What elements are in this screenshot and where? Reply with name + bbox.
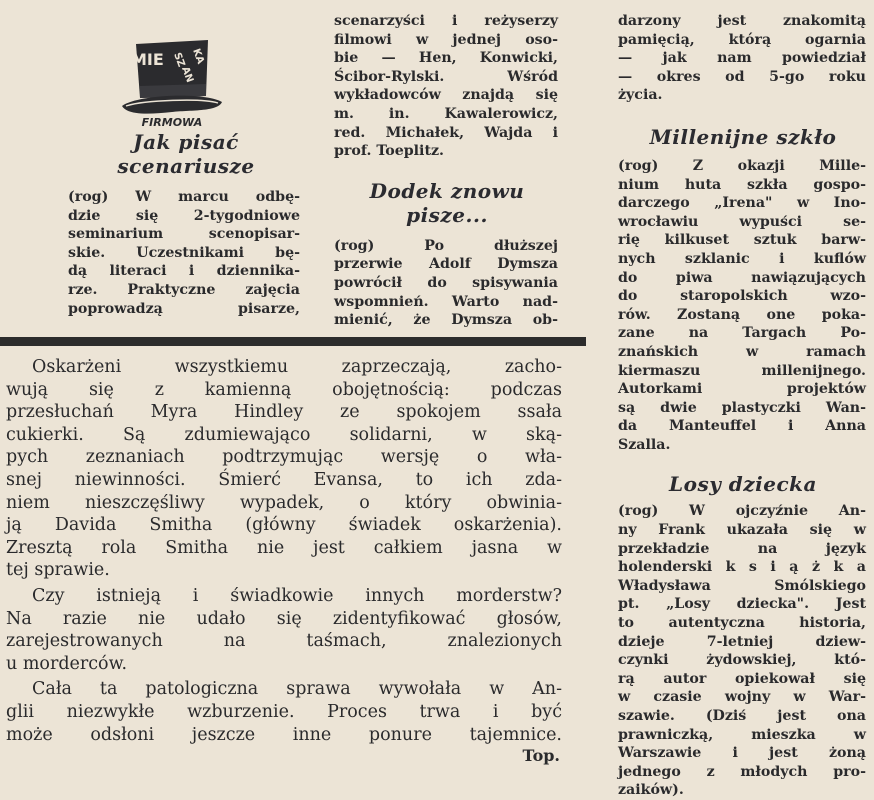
logo-word-szanka-1: SZ [171,51,187,69]
text-line: nium huta szkła gospo- [618,176,866,193]
text-line: zarejestrowanych na taśmach, znalezionych [6,631,562,652]
text-line: snej niewinności. Śmierć Evansa, to ich zda- [6,469,562,490]
article-jak-pisac-continued [334,12,558,161]
text-line: (rog) W marcu odbę- [68,189,300,205]
text-line: skie. Uczestnikami bę- [68,244,300,261]
text-line: red. Michałek, Wajda i [334,124,558,141]
logo-word-szanka-2: AN [179,65,196,85]
text-line: da Manteuffel i Anna [618,418,866,435]
column-3 [618,12,868,800]
text-line: Szalla. [618,436,671,453]
text-line: przesłuchań Myra Hindley ze spokojem ssała [6,402,562,423]
article-losy-dziecka-body [618,502,866,800]
text-line: może odsłoni jeszcze inne ponure tajemnice. [6,724,562,745]
article-millenijne-body [618,157,866,455]
text-line: Cała ta patologiczna sprawa wywołała w An- [32,679,562,700]
article-dodek-continued [618,12,866,105]
article-dodek-body [334,237,558,330]
text-line: dą literaci i dziennika- [68,263,300,280]
text-line: Autorkami projektów [618,381,866,398]
text-line: seminarium scenopisar- [68,226,300,243]
main-paragraph-1 [6,356,562,582]
text-line: u morderców. [6,653,128,674]
text-line: są dwie plastyczki Wan- [618,399,866,416]
text-line: rą autor opiekował się [618,670,866,687]
heading-line: pisze... [406,202,488,227]
text-line: holenderski k s i ą ż k a [618,559,866,576]
text-line: rię kilkuset sztuk barw- [618,232,866,249]
text-line: zaików). [618,782,684,799]
text-line: nych szklanic i kuflów [618,250,866,267]
logo-brand: FIRMOWA [141,116,203,128]
text-line: (rog) W ojczyźnie An- [618,503,866,520]
text-line: m. in. Kawalerowicz, [334,105,558,122]
text-line: wykładowców znajdą się [334,87,558,104]
text-line: Oskarżeni wszystkiemu zaprzeczają, zacho- [32,357,562,377]
column-1 [68,130,304,318]
text-line: prof. Toeplitz. [334,143,444,160]
text-line: wspomnień. Warto nad- [334,293,558,310]
text-line: Władysława Smólskiego [618,577,866,594]
text-line: Czy istnieją i świadkowie innych morderstw? [32,585,562,606]
text-line: przekładzie na język [618,540,866,557]
text-line: darzony jest znakomitą [618,13,866,29]
heading-line: scenariusze [117,154,255,178]
text-line: jednego z młodych pro- [618,763,866,780]
heading-dodek-znowu-pisze [334,179,560,227]
text-line: prawniczką, mieszka w [618,726,866,743]
heading-line: Jak pisać [133,130,239,154]
text-line: pamięcią, którą ogarnia [618,31,866,48]
top-hat-icon [118,36,226,128]
text-line: ny Frank ukazała się w [618,522,866,539]
text-line: poprowadzą pisarze, [68,300,300,317]
article-jak-pisac-body [68,188,300,318]
text-line: wują się z kamienną obojętnością: podczas [6,379,562,400]
text-line: rze. Praktyczne zajęcia [68,281,300,298]
section-divider [0,337,586,346]
text-line: cukierki. Są zdumiewająco solidarni, w ską- [6,424,562,445]
main-paragraph-2 [6,585,562,675]
mieszanka-firmowa-logo [118,36,226,128]
text-line: czynki żydowskiej, któ- [618,652,866,669]
text-line: darczego „Irena" w Ino- [618,195,866,212]
text-line: rów. Zostaną one poka- [618,306,866,323]
text-line: bie — Hen, Konwicki, [334,50,558,67]
text-line: mienić, że Dymsza ob- [334,312,558,329]
text-line: dzie się 2-tygodniowe [68,207,300,224]
text-line: zane na Targach Po- [618,325,866,342]
text-line: znańskich w ramach [618,343,866,360]
text-line: — jak nam powiedział [618,50,866,67]
heading-line: Dodek znowu [369,178,525,203]
text-line: powrócił do spisywania [334,274,558,291]
text-line: to autentyczna historia, [618,615,866,632]
text-line: pych zeznaniach podtrzymując wersję o wła- [6,447,562,468]
text-line: Zresztą rola Smitha nie jest całkiem jasna w [6,537,562,558]
text-line: (rog) Po dłuższej [334,237,558,254]
article-signature: Top. [522,746,560,766]
text-line: życia. [618,87,663,104]
text-line: filmowi w jednej oso- [334,31,558,48]
text-line: do piwa nawiązujących [618,269,866,286]
main-paragraph-3 [6,678,562,746]
text-line: Ścibor-Rylski. Wśród [334,68,558,85]
text-line: tej sprawie. [6,560,110,581]
logo-word-szanka-3: KA [190,47,206,66]
text-line: Na razie nie udało się zidentyfikować głosów, [6,608,562,629]
text-line: w czasie wojny w War- [618,689,866,706]
text-line: dzieje 7-letniej dziew- [618,633,866,650]
text-line: (rog) Z okazji Mille- [618,157,866,174]
logo-word-mie: MIE [131,50,164,69]
text-line: kiermaszu millenijnego. [618,362,866,379]
text-line: szawie. (Dziś jest ona [618,708,866,724]
text-line: przerwie Adolf Dymsza [334,256,558,273]
heading-millenijne-szklo: Millenijne szkło [649,124,837,149]
text-line: pt. „Losy dziecka". Jest [618,596,866,613]
column-2 [334,12,560,330]
text-line: glii niezwykłe wzburzenie. Proces trwa i być [6,701,562,722]
text-line: niem nieszczęśliwy wypadek, o który obwinia- [6,492,562,513]
heading-jak-pisac [68,130,304,178]
text-line: wrocławiu wypuści se- [618,213,866,230]
text-line: — okres od 5-go roku [618,68,866,85]
text-line: do staropolskich wzo- [618,288,866,305]
text-line: Warszawie i jest żoną [618,745,866,762]
main-article [6,356,562,766]
text-line: scenarzyści i reżyserzy [334,13,558,29]
heading-losy-dziecka: Losy dziecka [669,472,817,497]
text-line: ją Davida Smitha (główny świadek oskarżenia). [6,515,562,536]
